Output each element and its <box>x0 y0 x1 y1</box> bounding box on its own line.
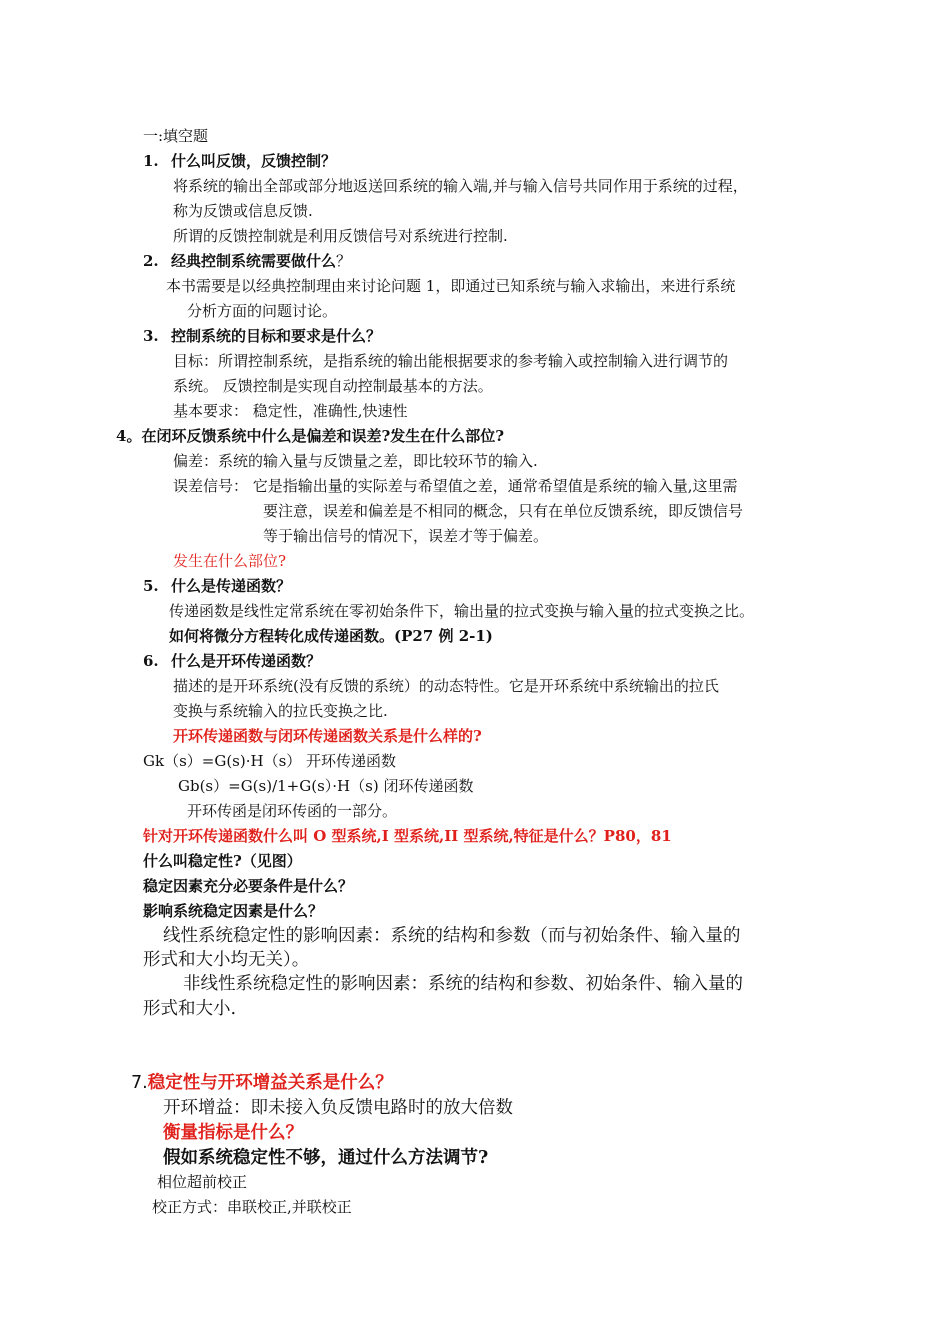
bold-question: 稳定因素充分必要条件是什么？ <box>143 877 354 895</box>
section-title: 一:填空题 <box>143 127 209 145</box>
question-4 <box>116 426 504 446</box>
question-number: 3. <box>143 327 159 345</box>
question-5 <box>143 576 291 596</box>
question-7 <box>131 1071 393 1095</box>
question-number: 6. <box>143 652 159 670</box>
question-text: 经典控制系统需要做什么 <box>171 252 337 270</box>
bold-question: 影响系统稳定因素是什么？ <box>143 902 324 920</box>
answer-line: 所谓的反馈控制就是利用反馈信号对系统进行控制. <box>173 227 508 245</box>
answer-line: 本书需要是以经典控制理由来讨论问题 1，即通过已知系统与输入求输出，来进行系统 <box>166 277 736 295</box>
red-note: 发生在什么部位? <box>173 552 287 570</box>
answer-line: 系统。 反馈控制是实现自动控制最基本的方法。 <box>173 377 493 395</box>
question-text: 什么是传递函数？ <box>171 577 292 595</box>
formula-line: Gb(s）=G(s)/1+G(s）·H（s) 闭环传递函数 <box>178 777 474 795</box>
answer-line: 形式和大小. <box>143 999 237 1019</box>
question-mark: ？ <box>336 252 352 270</box>
question-1 <box>143 151 336 171</box>
answer-line: 分析方面的问题讨论。 <box>187 302 338 320</box>
red-question: 针对开环传递函数什么叫 O 型系统,I 型系统,II 型系统,特征是什么？P80，81 <box>143 827 672 845</box>
question-2 <box>143 251 351 271</box>
answer-line: 要注意，误差和偏差是不相同的概念，只有在单位反馈系统，即反馈信号 <box>263 502 744 520</box>
formula-line: Gk（s）=G(s)·H（s） 开环传递函数 <box>143 752 397 770</box>
question-number: 2. <box>143 252 159 270</box>
red-question: 开环传递函数与闭环传递函数关系是什么样的? <box>173 727 482 745</box>
bold-question: 什么叫稳定性?（见图） <box>143 852 302 870</box>
answer-line: 开环增益：即未接入负反馈电路时的放大倍数 <box>163 1098 513 1118</box>
question-number: 5. <box>143 577 159 595</box>
question-number: 7. <box>131 1073 148 1093</box>
question-number: 1. <box>143 152 159 170</box>
question-number: 4 <box>116 427 127 445</box>
answer-line: 传递函数是线性定常系统在零初始条件下，输出量的拉式变换与输入量的拉式变换之比。 <box>169 602 755 620</box>
answer-line: 基本要求： 稳定性，准确性,快速性 <box>173 402 408 420</box>
question-text: 控制系统的目标和要求是什么？ <box>171 327 382 345</box>
answer-line: 称为反馈或信息反馈. <box>173 202 313 220</box>
question-text: 什么是开环传递函数？ <box>171 652 322 670</box>
answer-line: 目标：所谓控制系统，是指系统的输出能根据要求的参考输入或控制输入进行调节的 <box>173 352 729 370</box>
answer-line: 线性系统稳定性的影响因素：系统的结构和参数（而与初始条件、输入量的 <box>163 926 741 946</box>
answer-line: 将系统的输出全部或部分地返送回系统的输入端,并与输入信号共同作用于系统的过程， <box>173 177 748 195</box>
question-text: 什么叫反馈，反馈控制？ <box>171 152 337 170</box>
formula-line: 开环传函是闭环传函的一部分。 <box>187 802 398 820</box>
answer-line: 误差信号： 它是指输出量的实际差与希望值之差，通常希望值是系统的输入量,这里需 <box>173 477 738 495</box>
red-question: 衡量指标是什么？ <box>163 1123 303 1143</box>
answer-line: 校正方式：串联校正,并联校正 <box>152 1198 352 1216</box>
sub-question: 如何将微分方程转化成传递函数。(P27 例 2-1) <box>169 627 493 645</box>
answer-line: 偏差：系统的输入量与反馈量之差，即比较环节的输入. <box>173 452 538 470</box>
answer-line: 非线性系统稳定性的影响因素：系统的结构和参数、初始条件、输入量的 <box>183 974 743 994</box>
question-3 <box>143 326 381 346</box>
answer-line: 描述的是开环系统(没有反馈的系统）的动态特性。它是开环系统中系统输出的拉氏 <box>173 677 719 695</box>
question-6 <box>143 651 321 671</box>
answer-line: 变换与系统输入的拉氏变换之比. <box>173 702 388 720</box>
answer-line: 等于输出信号的情况下，误差才等于偏差。 <box>263 527 549 545</box>
answer-line: 形式和大小均无关）。 <box>143 950 310 970</box>
question-text: 稳定性与开环增益关系是什么？ <box>147 1073 393 1093</box>
answer-line: 相位超前校正 <box>157 1173 248 1191</box>
question-text: 。在闭环反馈系统中什么是偏差和误差?发生在什么部位? <box>126 427 505 445</box>
bold-question: 假如系统稳定性不够，通过什么方法调节? <box>163 1148 489 1168</box>
